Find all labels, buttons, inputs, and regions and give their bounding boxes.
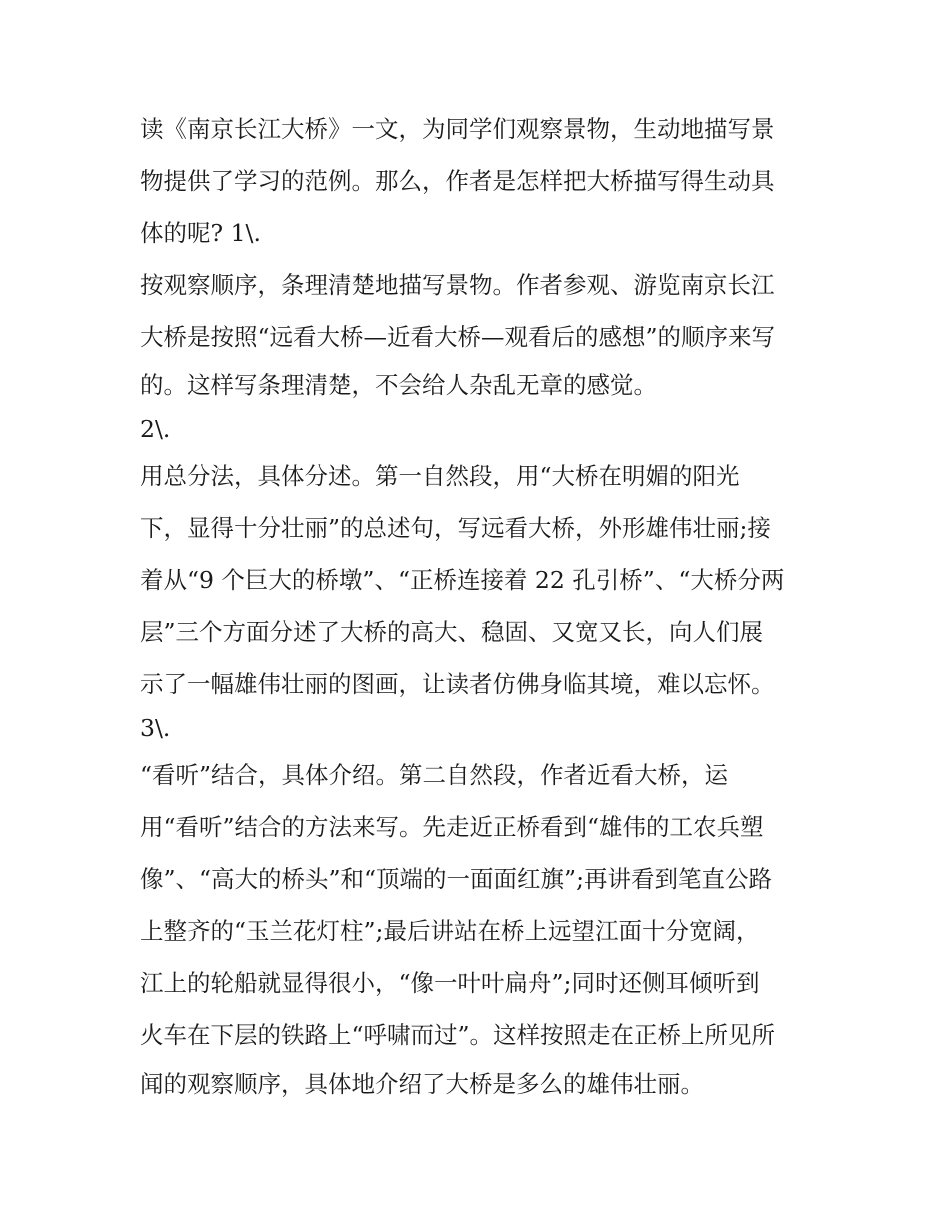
text-line-13: 3\. — [140, 714, 171, 742]
text-line-17: 上整齐的“玉兰花灯柱”;最后讲站在桥上远望江面十分宽阔， — [140, 917, 760, 945]
text-line-11: 层”三个方面分述了大桥的高大、稳固、又宽又长，向人们展 — [140, 618, 764, 646]
text-line-15: 用“看听”结合的方法来写。先走近正桥看到“雄伟的工农兵塑 — [140, 813, 764, 841]
text-line-6: 的。这样写条理清楚，不会给人杂乱无章的感觉。 — [140, 371, 657, 399]
text-line-18: 江上的轮船就显得很小，“像一叶叶扁舟”;同时还侧耳倾听到 — [140, 969, 760, 997]
text-line-9: 下，显得十分壮丽”的总述句，写远看大桥，外形雄伟壮丽;接 — [140, 514, 771, 542]
text-line-14: “看听”结合，具体介绍。第二自然段，作者近看大桥，运 — [140, 761, 729, 789]
text-line-5: 大桥是按照“远看大桥—近看大桥—观看后的感想”的顺序来写 — [140, 323, 776, 351]
text-line-19: 火车在下层的铁路上“呼啸而过”。这样按照走在正桥上所见所 — [140, 1021, 776, 1049]
text-line-12: 示了一幅雄伟壮丽的图画，让读者仿佛身临其境，难以忘怀。 — [140, 670, 775, 698]
text-line-3: 体的呢? 1\. — [140, 219, 261, 247]
text-line-10: 着从“9 个巨大的桥墩”、“正桥连接着 22 孔引桥”、“大桥分两 — [140, 566, 785, 594]
text-line-20: 闻的观察顺序，具体地介绍了大桥是多么的雄伟壮丽。 — [140, 1070, 704, 1098]
text-line-16: 像”、“高大的桥头”和“顶端的一面面红旗”;再讲看到笔直公路 — [140, 865, 772, 893]
text-line-8: 用总分法，具体分述。第一自然段，用“大桥在明媚的阳光 — [140, 462, 740, 490]
text-line-7: 2\. — [140, 415, 171, 443]
text-line-4: 按观察顺序，条理清楚地描写景物。作者参观、游览南京长江 — [140, 271, 775, 299]
text-line-1: 读《南京长江大桥》一文，为同学们观察景物，生动地描写景 — [140, 115, 775, 143]
text-line-2: 物提供了学习的范例。那么，作者是怎样把大桥描写得生动具 — [140, 167, 775, 195]
